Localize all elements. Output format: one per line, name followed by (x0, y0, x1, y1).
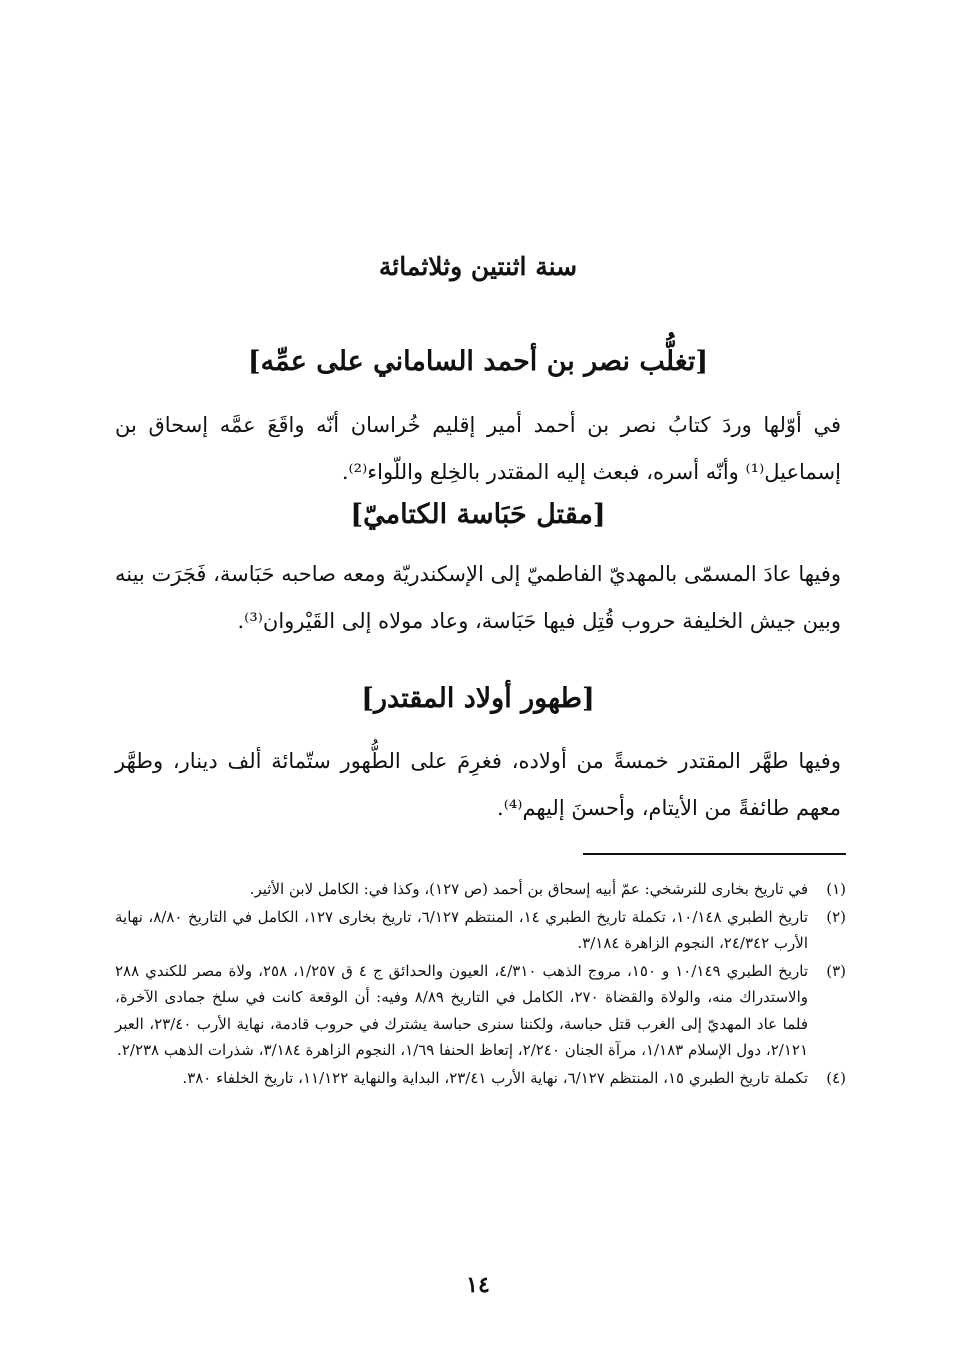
year-title: سنة اثنتين وثلاثمائة (378, 252, 578, 281)
footnote-number: (١) (826, 880, 846, 898)
footnote (115, 904, 846, 957)
footnote (115, 1065, 846, 1092)
footnote-number: (٤) (826, 1068, 846, 1087)
footnote-text: في تاريخ بخارى للنرشخي: عمّ أبيه إسحاق بن أحمد (ص ١٢٧)، وكذا في: الكامل لابن الأثير. (249, 880, 808, 898)
footnote-text: تاريخ الطبري ١٠/١٤٩ و ١٥٠، مروج الذهب ٤/٣١٠، العيون والحدائق ج ٤ ق ١/٢٥٧، ٢٥٨، ولاة مصر للكندي ٢٨٨ والاستدراك منه، والولاة والقضاة ٢٧٠، الكامل في التاريخ ٨/٨٩ وفيه: أن الوقعة كانت في سلخ جمادى الآخرة، فلما عاد المهديّ إلى الغرب قتل حباسة، ولكننا سنرى حباسة يشترك في حروب قادمة، نهاية الأرب ٢٣/٤٠، العبر ٢/١٢١، دول الإسلام ١/١٨٣، مرآة الجنان ٢/٢٤٠، إتعاظ الحنفا ١/٦٩، النجوم الزاهرة ٣/١٨٤، شذرات الذهب ٢/٢٣٨. (115, 961, 809, 1059)
footnote (115, 958, 846, 1064)
footnote-number: (٢) (826, 907, 846, 926)
section-paragraph: وفيها طهَّر المقتدر خمسةً من أولاده، فغرِمَ على الطُّهور ستّمائة ألف دينار، وطهَّر معهم طائفةً من الأيتام، وأحسنَ إليهم⁽⁴⁾. (115, 749, 841, 820)
footnote-separator (583, 853, 846, 855)
section-heading: [مقتل حَبَاسة الكتاميّ] (350, 499, 606, 530)
section-paragraph: وفيها عادَ المسمّى بالمهديّ الفاطميّ إلى الإسكندريّة ومعه صاحبه حَبَاسة، فَجَرَت بينه وبين جيش الخليفة حروب قُتِل فيها حَبَاسة، وعاد مولاه إلى القَيْروان⁽³⁾. (115, 562, 841, 633)
section-paragraph: في أوّلها وردَ كتابُ نصر بن أحمد أمير إقليم خُراسان أنّه واقَعَ عمَّه إسحاق بن إسماعيل⁽¹⁾ وأنّه أسره، فبعث إليه المقتدر بالخِلع واللّواء⁽²⁾. (115, 413, 841, 484)
footnote-text: تاريخ الطبري ١٠/١٤٨، تكملة تاريخ الطبري ١٤، المنتظم ٦/١٢٧، تاريخ بخارى ١٢٧، الكامل في التاريخ ٨/٨٠، نهاية الأرب ٢٤/٣٤٢، النجوم الزاهرة ٣/١٨٤. (115, 907, 808, 952)
section-heading: [طهور أولاد المقتدر] (361, 683, 595, 714)
section-heading: [تغلُّب نصر بن أحمد الساماني على عمِّه] (247, 346, 709, 377)
footnote-number: (٣) (826, 961, 846, 980)
footnotes (115, 876, 846, 1092)
footnote (115, 876, 846, 903)
footnote-text: تكملة تاريخ الطبري ١٥، المنتظم ٦/١٢٧، نهاية الأرب ٢٣/٤١، البداية والنهاية ١١/١٢٢، تاريخ الخلفاء ٣٨٠. (182, 1068, 808, 1087)
page-number: ١٤ (466, 1272, 490, 1298)
